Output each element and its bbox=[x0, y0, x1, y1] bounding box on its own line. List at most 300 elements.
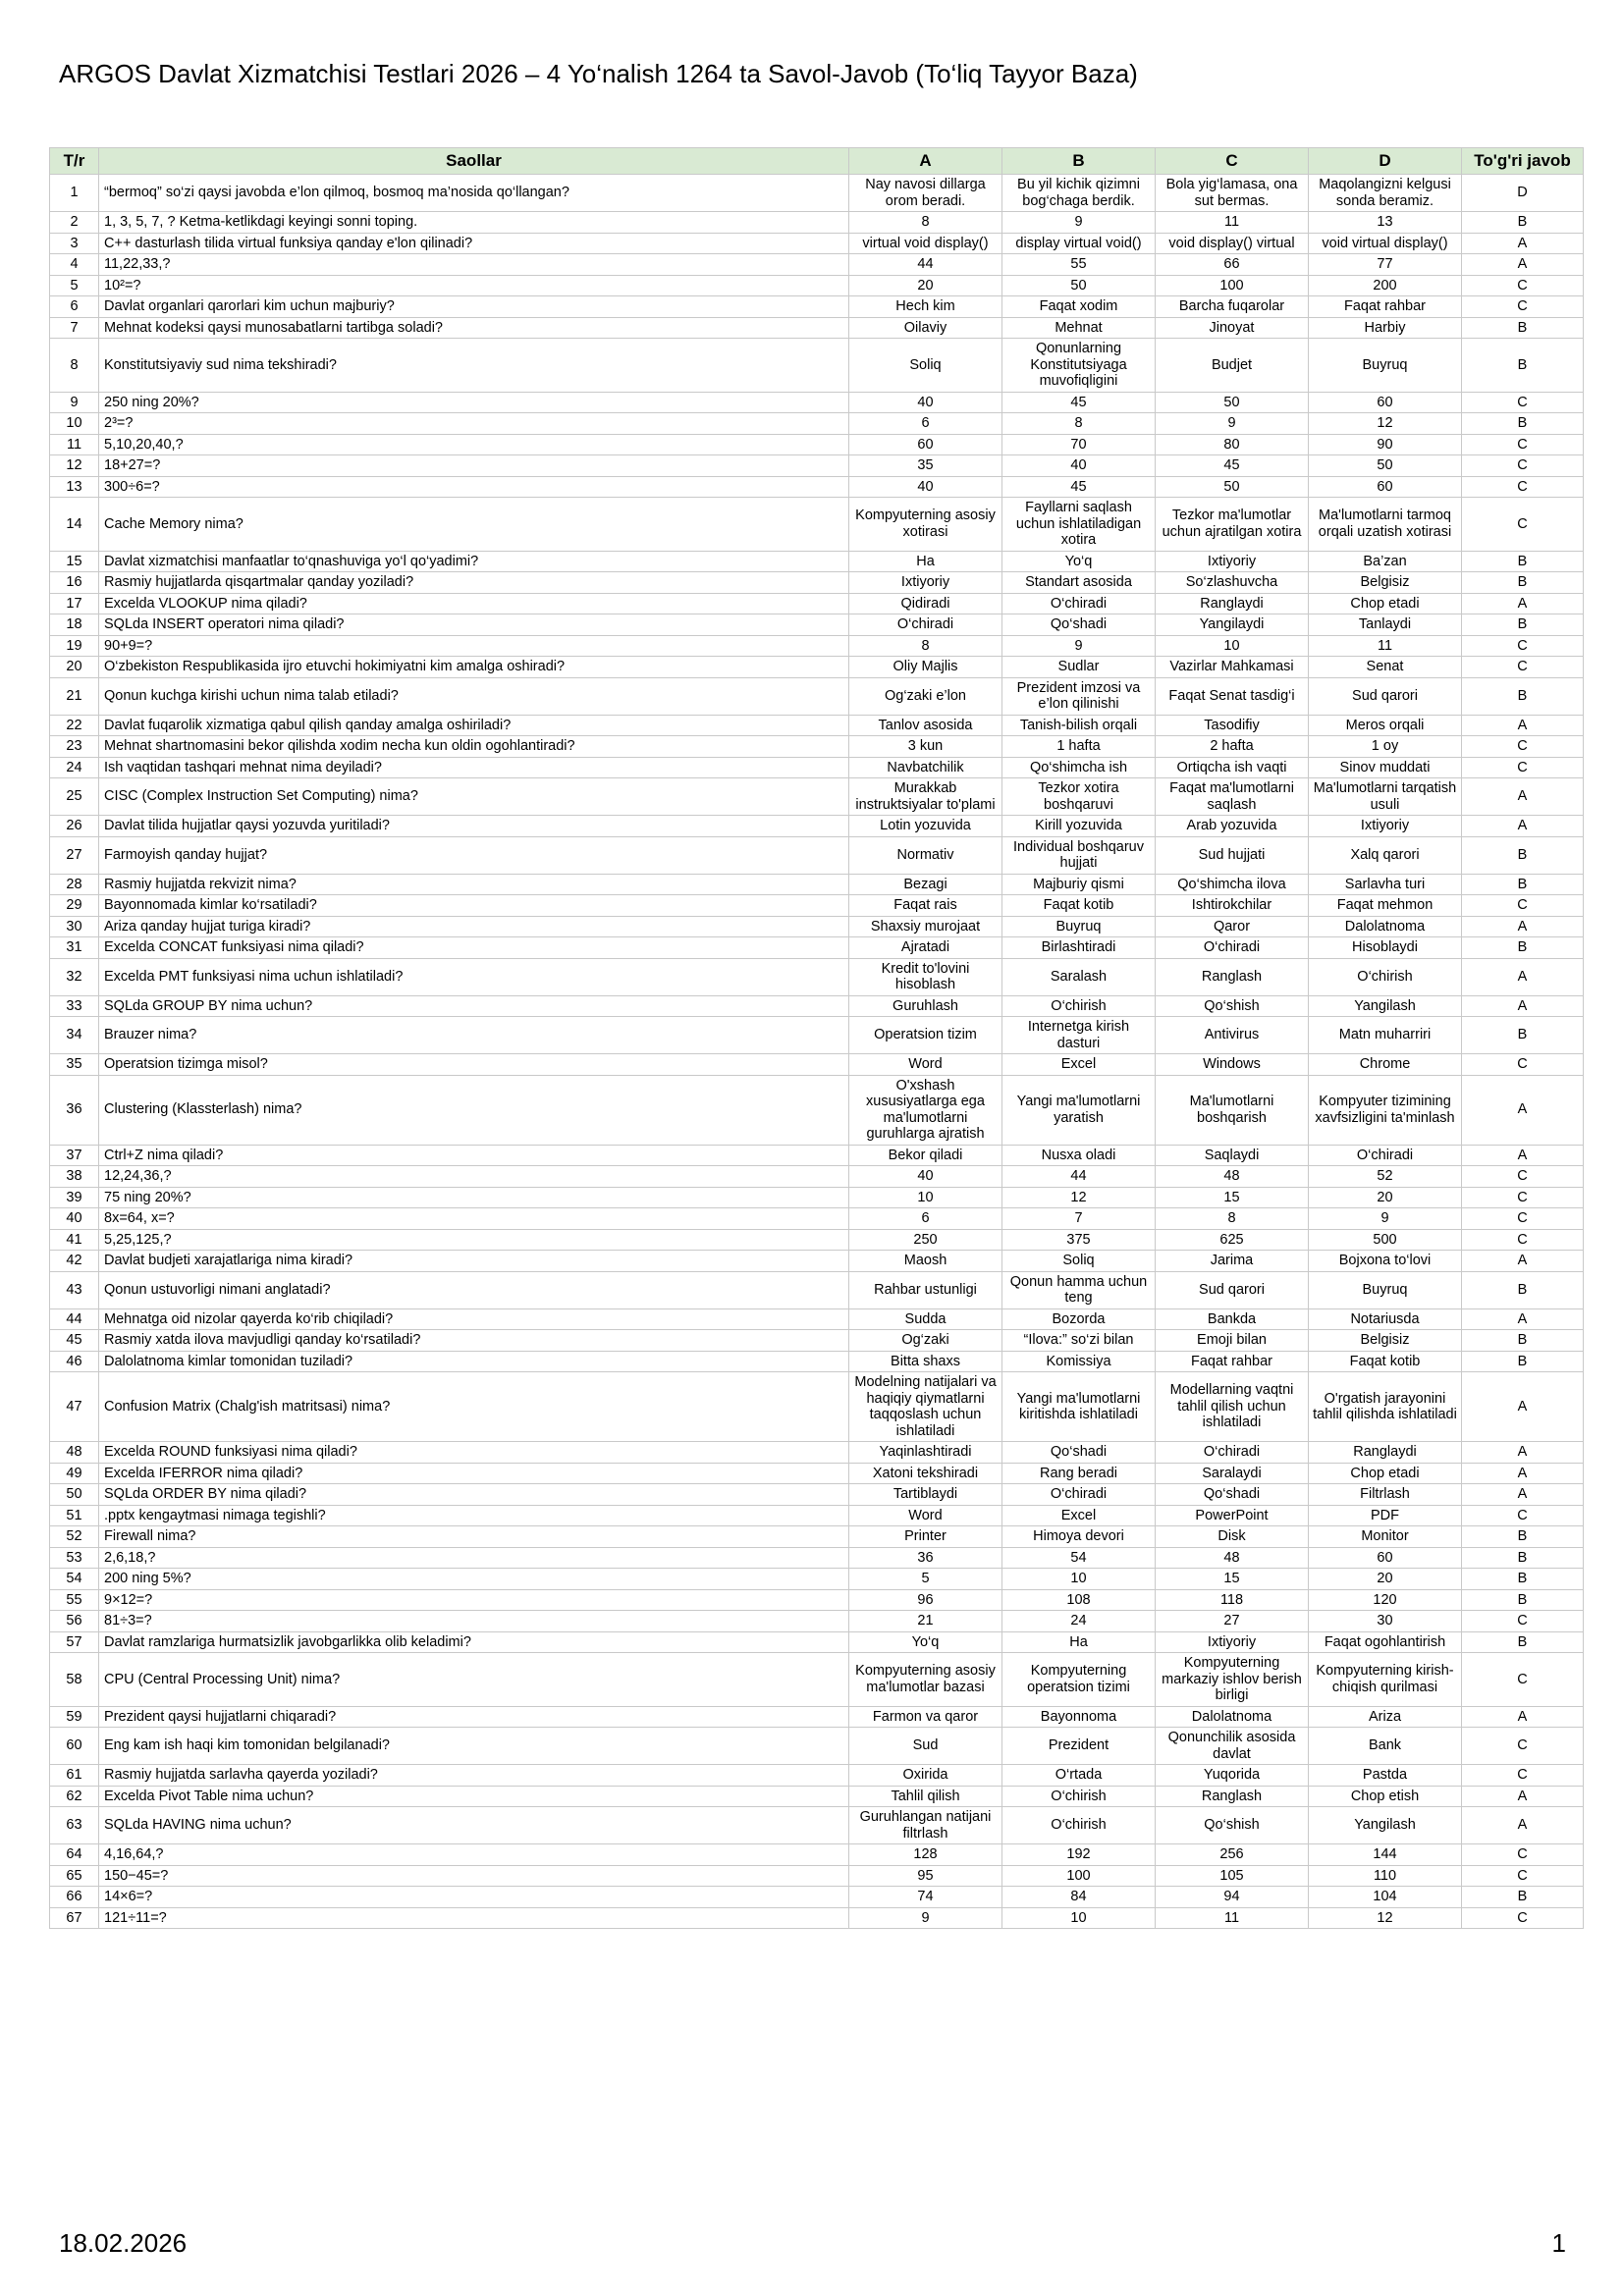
cell-correct-answer: B bbox=[1462, 677, 1584, 715]
cell-correct-answer: C bbox=[1462, 476, 1584, 498]
table-row bbox=[50, 1547, 1584, 1569]
cell-option-b: Prezident bbox=[1002, 1728, 1156, 1765]
table-row bbox=[50, 254, 1584, 276]
cell-number: 4 bbox=[50, 254, 99, 276]
cell-correct-answer: A bbox=[1462, 1706, 1584, 1728]
cell-correct-answer: B bbox=[1462, 1887, 1584, 1908]
table-row bbox=[50, 175, 1584, 212]
cell-option-a: Soliq bbox=[849, 339, 1002, 393]
cell-correct-answer: A bbox=[1462, 778, 1584, 816]
cell-correct-answer: A bbox=[1462, 916, 1584, 937]
cell-correct-answer: B bbox=[1462, 874, 1584, 895]
table-row bbox=[50, 593, 1584, 614]
cell-question: 10²=? bbox=[99, 275, 849, 296]
cell-question: 1, 3, 5, 7, ? Ketma-ketlikdagi keyingi sonni toping. bbox=[99, 212, 849, 234]
cell-option-a: 8 bbox=[849, 635, 1002, 657]
cell-option-b: Ha bbox=[1002, 1631, 1156, 1653]
cell-number: 27 bbox=[50, 836, 99, 874]
cell-option-c: 2 hafta bbox=[1156, 736, 1309, 758]
cell-question: 121÷11=? bbox=[99, 1907, 849, 1929]
cell-number: 39 bbox=[50, 1187, 99, 1208]
cell-option-a: Og‘zaki bbox=[849, 1330, 1002, 1352]
cell-question: Dalolatnoma kimlar tomonidan tuziladi? bbox=[99, 1351, 849, 1372]
cell-correct-answer: B bbox=[1462, 212, 1584, 234]
table-row bbox=[50, 995, 1584, 1017]
cell-option-d: Bojxona to‘lovi bbox=[1309, 1251, 1462, 1272]
table-row bbox=[50, 816, 1584, 837]
cell-correct-answer: B bbox=[1462, 1526, 1584, 1548]
cell-correct-answer: C bbox=[1462, 895, 1584, 917]
cell-correct-answer: C bbox=[1462, 757, 1584, 778]
cell-question: Excelda ROUND funksiyasi nima qiladi? bbox=[99, 1442, 849, 1464]
cell-option-b: Qonun hamma uchun teng bbox=[1002, 1271, 1156, 1308]
cell-correct-answer: B bbox=[1462, 937, 1584, 959]
cell-option-d: Hisoblaydi bbox=[1309, 937, 1462, 959]
table-row bbox=[50, 836, 1584, 874]
cell-option-c: Saralaydi bbox=[1156, 1463, 1309, 1484]
cell-correct-answer: A bbox=[1462, 995, 1584, 1017]
cell-option-b: Komissiya bbox=[1002, 1351, 1156, 1372]
table-row bbox=[50, 1308, 1584, 1330]
cell-option-c: Sud qarori bbox=[1156, 1271, 1309, 1308]
cell-question: Excelda IFERROR nima qiladi? bbox=[99, 1463, 849, 1484]
cell-option-a: 3 kun bbox=[849, 736, 1002, 758]
header-correct-answer: To'g'ri javob bbox=[1462, 148, 1584, 175]
table-row bbox=[50, 275, 1584, 296]
cell-option-d: PDF bbox=[1309, 1505, 1462, 1526]
header-option-d: D bbox=[1309, 148, 1462, 175]
table-row bbox=[50, 296, 1584, 318]
cell-question: Firewall nima? bbox=[99, 1526, 849, 1548]
cell-option-d: Faqat mehmon bbox=[1309, 895, 1462, 917]
cell-option-a: Operatsion tizim bbox=[849, 1017, 1002, 1054]
cell-option-d: 104 bbox=[1309, 1887, 1462, 1908]
cell-option-d: 20 bbox=[1309, 1187, 1462, 1208]
cell-option-c: Ixtiyoriy bbox=[1156, 551, 1309, 572]
cell-option-b: Internetga kirish dasturi bbox=[1002, 1017, 1156, 1054]
cell-question: 8x=64, x=? bbox=[99, 1208, 849, 1230]
cell-question: Mehnat shartnomasini bekor qilishda xodim necha kun oldin ogohlantiradi? bbox=[99, 736, 849, 758]
table-row bbox=[50, 1271, 1584, 1308]
cell-option-d: 52 bbox=[1309, 1166, 1462, 1188]
cell-number: 31 bbox=[50, 937, 99, 959]
cell-option-c: 11 bbox=[1156, 212, 1309, 234]
cell-question: C++ dasturlash tilida virtual funksiya qanday e'lon qilinadi? bbox=[99, 233, 849, 254]
cell-option-c: So‘zlashuvcha bbox=[1156, 572, 1309, 594]
cell-correct-answer: A bbox=[1462, 1484, 1584, 1506]
cell-option-d: Yangilash bbox=[1309, 1807, 1462, 1844]
cell-option-a: Faqat rais bbox=[849, 895, 1002, 917]
cell-correct-answer: A bbox=[1462, 1807, 1584, 1844]
cell-option-b: O‘chirish bbox=[1002, 1807, 1156, 1844]
cell-number: 65 bbox=[50, 1865, 99, 1887]
table-row bbox=[50, 916, 1584, 937]
cell-option-c: 256 bbox=[1156, 1844, 1309, 1866]
cell-correct-answer: A bbox=[1462, 1372, 1584, 1442]
cell-option-d: Buyruq bbox=[1309, 1271, 1462, 1308]
cell-question: 9×12=? bbox=[99, 1589, 849, 1611]
cell-question: Konstitutsiyaviy sud nima tekshiradi? bbox=[99, 339, 849, 393]
page-number: 1 bbox=[1551, 2228, 1566, 2258]
cell-question: SQLda GROUP BY nima uchun? bbox=[99, 995, 849, 1017]
cell-option-b: 8 bbox=[1002, 413, 1156, 435]
cell-correct-answer: B bbox=[1462, 1631, 1584, 1653]
cell-number: 16 bbox=[50, 572, 99, 594]
cell-option-d: Ma'lumotlarni tarmoq orqali uzatish xotirasi bbox=[1309, 498, 1462, 552]
cell-option-a: Guruhlangan natijani filtrlash bbox=[849, 1807, 1002, 1844]
cell-option-d: Chrome bbox=[1309, 1054, 1462, 1076]
cell-option-c: Windows bbox=[1156, 1054, 1309, 1076]
cell-option-a: Guruhlash bbox=[849, 995, 1002, 1017]
table-row bbox=[50, 212, 1584, 234]
cell-question: 2³=? bbox=[99, 413, 849, 435]
cell-option-d: 77 bbox=[1309, 254, 1462, 276]
cell-question: 300÷6=? bbox=[99, 476, 849, 498]
cell-correct-answer: C bbox=[1462, 275, 1584, 296]
cell-option-a: Ha bbox=[849, 551, 1002, 572]
cell-option-b: 45 bbox=[1002, 476, 1156, 498]
cell-option-a: Oliy Majlis bbox=[849, 657, 1002, 678]
cell-option-b: O‘chirish bbox=[1002, 1786, 1156, 1807]
cell-number: 50 bbox=[50, 1484, 99, 1506]
cell-number: 5 bbox=[50, 275, 99, 296]
table-row bbox=[50, 1251, 1584, 1272]
cell-correct-answer: C bbox=[1462, 736, 1584, 758]
cell-option-d: Buyruq bbox=[1309, 339, 1462, 393]
cell-correct-answer: A bbox=[1462, 1786, 1584, 1807]
cell-correct-answer: B bbox=[1462, 572, 1584, 594]
cell-option-b: Yo‘q bbox=[1002, 551, 1156, 572]
cell-correct-answer: C bbox=[1462, 1844, 1584, 1866]
cell-option-b: 50 bbox=[1002, 275, 1156, 296]
cell-number: 66 bbox=[50, 1887, 99, 1908]
cell-option-c: 94 bbox=[1156, 1887, 1309, 1908]
document-title: ARGOS Davlat Xizmatchisi Testlari 2026 – 4 Yo‘nalish 1264 ta Savol-Javob (To‘liq Tayyor Baza) bbox=[59, 59, 1138, 88]
cell-option-a: Hech kim bbox=[849, 296, 1002, 318]
cell-option-c: 625 bbox=[1156, 1229, 1309, 1251]
cell-option-a: Tahlil qilish bbox=[849, 1786, 1002, 1807]
cell-question: 5,25,125,? bbox=[99, 1229, 849, 1251]
cell-question: Davlat organlari qarorlari kim uchun majburiy? bbox=[99, 296, 849, 318]
cell-number: 35 bbox=[50, 1054, 99, 1076]
cell-option-b: 84 bbox=[1002, 1887, 1156, 1908]
cell-correct-answer: B bbox=[1462, 413, 1584, 435]
cell-option-c: Ranglash bbox=[1156, 1786, 1309, 1807]
cell-correct-answer: A bbox=[1462, 254, 1584, 276]
cell-option-b: 7 bbox=[1002, 1208, 1156, 1230]
cell-option-c: Ishtirokchilar bbox=[1156, 895, 1309, 917]
cell-option-d: Yangilash bbox=[1309, 995, 1462, 1017]
table-row bbox=[50, 1807, 1584, 1844]
cell-question: .pptx kengaytmasi nimaga tegishli? bbox=[99, 1505, 849, 1526]
table-row bbox=[50, 1505, 1584, 1526]
table-row bbox=[50, 1017, 1584, 1054]
table-row bbox=[50, 413, 1584, 435]
table-row bbox=[50, 1653, 1584, 1707]
questions-table bbox=[49, 147, 1584, 1929]
cell-question: Ctrl+Z nima qiladi? bbox=[99, 1145, 849, 1166]
cell-option-b: 44 bbox=[1002, 1166, 1156, 1188]
table-row bbox=[50, 657, 1584, 678]
cell-correct-answer: C bbox=[1462, 1865, 1584, 1887]
table-row bbox=[50, 1229, 1584, 1251]
cell-question: 14×6=? bbox=[99, 1887, 849, 1908]
table-row bbox=[50, 1526, 1584, 1548]
table-row bbox=[50, 339, 1584, 393]
cell-option-a: virtual void display() bbox=[849, 233, 1002, 254]
cell-correct-answer: B bbox=[1462, 1569, 1584, 1590]
cell-question: CPU (Central Processing Unit) nima? bbox=[99, 1653, 849, 1707]
cell-option-c: Yuqorida bbox=[1156, 1765, 1309, 1787]
cell-option-b: 70 bbox=[1002, 434, 1156, 455]
cell-option-a: Xatoni tekshiradi bbox=[849, 1463, 1002, 1484]
footer-date: 18.02.2026 bbox=[59, 2228, 188, 2258]
cell-question: CISC (Complex Instruction Set Computing) nima? bbox=[99, 778, 849, 816]
cell-option-b: O‘rtada bbox=[1002, 1765, 1156, 1787]
cell-number: 17 bbox=[50, 593, 99, 614]
table-row bbox=[50, 757, 1584, 778]
cell-question: 5,10,20,40,? bbox=[99, 434, 849, 455]
cell-option-b: Kirill yozuvida bbox=[1002, 816, 1156, 837]
cell-option-d: 120 bbox=[1309, 1589, 1462, 1611]
cell-question: Ish vaqtidan tashqari mehnat nima deyiladi? bbox=[99, 757, 849, 778]
cell-option-a: Murakkab instruktsiyalar to'plami bbox=[849, 778, 1002, 816]
cell-option-c: Vazirlar Mahkamasi bbox=[1156, 657, 1309, 678]
cell-option-a: 60 bbox=[849, 434, 1002, 455]
cell-option-d: Faqat rahbar bbox=[1309, 296, 1462, 318]
cell-option-c: 105 bbox=[1156, 1865, 1309, 1887]
cell-option-c: Budjet bbox=[1156, 339, 1309, 393]
cell-option-b: Rang beradi bbox=[1002, 1463, 1156, 1484]
cell-option-b: Himoya devori bbox=[1002, 1526, 1156, 1548]
cell-option-b: Buyruq bbox=[1002, 916, 1156, 937]
cell-number: 2 bbox=[50, 212, 99, 234]
cell-option-a: 20 bbox=[849, 275, 1002, 296]
cell-option-d: Notariusda bbox=[1309, 1308, 1462, 1330]
cell-number: 21 bbox=[50, 677, 99, 715]
cell-option-c: Modellarning vaqtni tahlil qilish uchun ishlatiladi bbox=[1156, 1372, 1309, 1442]
cell-correct-answer: B bbox=[1462, 1547, 1584, 1569]
cell-option-a: Ajratadi bbox=[849, 937, 1002, 959]
cell-option-b: O‘chiradi bbox=[1002, 593, 1156, 614]
cell-option-c: O‘chiradi bbox=[1156, 937, 1309, 959]
cell-question: Rasmiy hujjatlarda qisqartmalar qanday yoziladi? bbox=[99, 572, 849, 594]
cell-question: SQLda INSERT operatori nima qiladi? bbox=[99, 614, 849, 636]
cell-question: Davlat xizmatchisi manfaatlar to‘qnashuviga yo‘l qo‘yadimi? bbox=[99, 551, 849, 572]
table-row bbox=[50, 455, 1584, 477]
cell-option-b: Qo‘shimcha ish bbox=[1002, 757, 1156, 778]
cell-question: SQLda ORDER BY nima qiladi? bbox=[99, 1484, 849, 1506]
cell-question: Clustering (Klassterlash) nima? bbox=[99, 1075, 849, 1145]
cell-option-a: Yaqinlashtiradi bbox=[849, 1442, 1002, 1464]
cell-option-a: 44 bbox=[849, 254, 1002, 276]
cell-option-d: void virtual display() bbox=[1309, 233, 1462, 254]
cell-number: 55 bbox=[50, 1589, 99, 1611]
cell-option-c: 48 bbox=[1156, 1547, 1309, 1569]
cell-correct-answer: B bbox=[1462, 339, 1584, 393]
table-row bbox=[50, 317, 1584, 339]
table-header-row bbox=[50, 148, 1584, 175]
cell-option-c: 50 bbox=[1156, 476, 1309, 498]
cell-option-a: Tanlov asosida bbox=[849, 715, 1002, 736]
cell-option-a: O'xshash xususiyatlarga ega ma'lumotlarni guruhlarga ajratish bbox=[849, 1075, 1002, 1145]
cell-option-a: 8 bbox=[849, 212, 1002, 234]
cell-option-c: 100 bbox=[1156, 275, 1309, 296]
cell-option-b: 12 bbox=[1002, 1187, 1156, 1208]
cell-option-a: Navbatchilik bbox=[849, 757, 1002, 778]
cell-option-a: Qidiradi bbox=[849, 593, 1002, 614]
cell-correct-answer: A bbox=[1462, 1145, 1584, 1166]
cell-number: 13 bbox=[50, 476, 99, 498]
table-row bbox=[50, 1631, 1584, 1653]
table-row bbox=[50, 1145, 1584, 1166]
cell-option-c: Arab yozuvida bbox=[1156, 816, 1309, 837]
cell-number: 38 bbox=[50, 1166, 99, 1188]
cell-number: 57 bbox=[50, 1631, 99, 1653]
cell-number: 37 bbox=[50, 1145, 99, 1166]
cell-number: 25 bbox=[50, 778, 99, 816]
cell-option-c: 8 bbox=[1156, 1208, 1309, 1230]
cell-option-d: Kompyuterning kirish-chiqish qurilmasi bbox=[1309, 1653, 1462, 1707]
cell-correct-answer: C bbox=[1462, 1505, 1584, 1526]
cell-option-d: 12 bbox=[1309, 1907, 1462, 1929]
cell-option-c: Saqlaydi bbox=[1156, 1145, 1309, 1166]
cell-option-c: Antivirus bbox=[1156, 1017, 1309, 1054]
cell-question: Ariza qanday hujjat turiga kiradi? bbox=[99, 916, 849, 937]
cell-number: 14 bbox=[50, 498, 99, 552]
cell-number: 22 bbox=[50, 715, 99, 736]
cell-correct-answer: C bbox=[1462, 1187, 1584, 1208]
cell-option-b: O‘chirish bbox=[1002, 995, 1156, 1017]
cell-number: 44 bbox=[50, 1308, 99, 1330]
cell-option-c: 10 bbox=[1156, 635, 1309, 657]
cell-question: Davlat fuqarolik xizmatiga qabul qilish qanday amalga oshiriladi? bbox=[99, 715, 849, 736]
cell-correct-answer: A bbox=[1462, 1075, 1584, 1145]
cell-option-a: Kompyuterning asosiy xotirasi bbox=[849, 498, 1002, 552]
cell-correct-answer: C bbox=[1462, 498, 1584, 552]
table-row bbox=[50, 1569, 1584, 1590]
table-row bbox=[50, 715, 1584, 736]
cell-correct-answer: C bbox=[1462, 1611, 1584, 1632]
cell-number: 62 bbox=[50, 1786, 99, 1807]
cell-option-c: Jarima bbox=[1156, 1251, 1309, 1272]
cell-option-c: Faqat ma'lumotlarni saqlash bbox=[1156, 778, 1309, 816]
cell-question: 81÷3=? bbox=[99, 1611, 849, 1632]
cell-correct-answer: B bbox=[1462, 317, 1584, 339]
table-row bbox=[50, 434, 1584, 455]
cell-option-c: Faqat rahbar bbox=[1156, 1351, 1309, 1372]
cell-question: Qonun kuchga kirishi uchun nima talab etiladi? bbox=[99, 677, 849, 715]
cell-option-d: 11 bbox=[1309, 635, 1462, 657]
cell-option-a: Ixtiyoriy bbox=[849, 572, 1002, 594]
cell-option-d: 144 bbox=[1309, 1844, 1462, 1866]
cell-correct-answer: B bbox=[1462, 836, 1584, 874]
cell-option-c: 15 bbox=[1156, 1187, 1309, 1208]
cell-option-c: Faqat Senat tasdig‘i bbox=[1156, 677, 1309, 715]
cell-option-a: 9 bbox=[849, 1907, 1002, 1929]
cell-correct-answer: A bbox=[1462, 593, 1584, 614]
cell-number: 49 bbox=[50, 1463, 99, 1484]
cell-option-d: Ranglaydi bbox=[1309, 1442, 1462, 1464]
table-row bbox=[50, 1484, 1584, 1506]
cell-option-d: 60 bbox=[1309, 476, 1462, 498]
table-row bbox=[50, 937, 1584, 959]
cell-option-c: Disk bbox=[1156, 1526, 1309, 1548]
cell-question: Prezident qaysi hujjatlarni chiqaradi? bbox=[99, 1706, 849, 1728]
cell-option-a: Farmon va qaror bbox=[849, 1706, 1002, 1728]
cell-question: Rasmiy hujjatda sarlavha qayerda yoziladi? bbox=[99, 1765, 849, 1787]
cell-correct-answer: C bbox=[1462, 1907, 1584, 1929]
cell-option-d: Matn muharriri bbox=[1309, 1017, 1462, 1054]
cell-question: Farmoyish qanday hujjat? bbox=[99, 836, 849, 874]
cell-option-b: Faqat xodim bbox=[1002, 296, 1156, 318]
cell-option-b: 100 bbox=[1002, 1865, 1156, 1887]
cell-number: 8 bbox=[50, 339, 99, 393]
cell-option-c: Bola yig‘lamasa, ona sut bermas. bbox=[1156, 175, 1309, 212]
cell-option-d: Belgisiz bbox=[1309, 1330, 1462, 1352]
cell-correct-answer: B bbox=[1462, 1589, 1584, 1611]
cell-option-a: 74 bbox=[849, 1887, 1002, 1908]
cell-question: Qonun ustuvorligi nimani anglatadi? bbox=[99, 1271, 849, 1308]
cell-number: 20 bbox=[50, 657, 99, 678]
cell-option-d: Ba’zan bbox=[1309, 551, 1462, 572]
table-row bbox=[50, 498, 1584, 552]
cell-question: Davlat budjeti xarajatlariga nima kiradi? bbox=[99, 1251, 849, 1272]
cell-number: 43 bbox=[50, 1271, 99, 1308]
cell-question: SQLda HAVING nima uchun? bbox=[99, 1807, 849, 1844]
cell-number: 46 bbox=[50, 1351, 99, 1372]
cell-correct-answer: C bbox=[1462, 1166, 1584, 1188]
table-row bbox=[50, 1463, 1584, 1484]
cell-number: 32 bbox=[50, 958, 99, 995]
cell-question: Bayonnomada kimlar ko‘rsatiladi? bbox=[99, 895, 849, 917]
cell-option-c: Tasodifiy bbox=[1156, 715, 1309, 736]
cell-option-d: 60 bbox=[1309, 392, 1462, 413]
cell-question: Brauzer nima? bbox=[99, 1017, 849, 1054]
header-question: Saollar bbox=[99, 148, 849, 175]
cell-option-a: Oxirida bbox=[849, 1765, 1002, 1787]
cell-correct-answer: C bbox=[1462, 296, 1584, 318]
table-row bbox=[50, 874, 1584, 895]
cell-option-d: Harbiy bbox=[1309, 317, 1462, 339]
cell-option-b: display virtual void() bbox=[1002, 233, 1156, 254]
cell-number: 9 bbox=[50, 392, 99, 413]
table-row bbox=[50, 778, 1584, 816]
cell-question: Excelda CONCAT funksiyasi nima qiladi? bbox=[99, 937, 849, 959]
cell-option-b: Faqat kotib bbox=[1002, 895, 1156, 917]
cell-option-b: 9 bbox=[1002, 212, 1156, 234]
cell-number: 1 bbox=[50, 175, 99, 212]
cell-option-b: 55 bbox=[1002, 254, 1156, 276]
cell-number: 23 bbox=[50, 736, 99, 758]
cell-option-a: Word bbox=[849, 1505, 1002, 1526]
cell-option-c: Qo‘shimcha ilova bbox=[1156, 874, 1309, 895]
cell-option-a: Normativ bbox=[849, 836, 1002, 874]
cell-option-a: Printer bbox=[849, 1526, 1002, 1548]
cell-option-d: Ixtiyoriy bbox=[1309, 816, 1462, 837]
header-option-b: B bbox=[1002, 148, 1156, 175]
cell-correct-answer: C bbox=[1462, 1653, 1584, 1707]
cell-question: 150−45=? bbox=[99, 1865, 849, 1887]
cell-option-a: 6 bbox=[849, 413, 1002, 435]
cell-option-c: void display() virtual bbox=[1156, 233, 1309, 254]
cell-option-b: Qo‘shadi bbox=[1002, 614, 1156, 636]
cell-number: 7 bbox=[50, 317, 99, 339]
cell-question: Excelda Pivot Table nima uchun? bbox=[99, 1786, 849, 1807]
cell-option-a: 96 bbox=[849, 1589, 1002, 1611]
cell-option-d: 1 oy bbox=[1309, 736, 1462, 758]
cell-correct-answer: B bbox=[1462, 551, 1584, 572]
